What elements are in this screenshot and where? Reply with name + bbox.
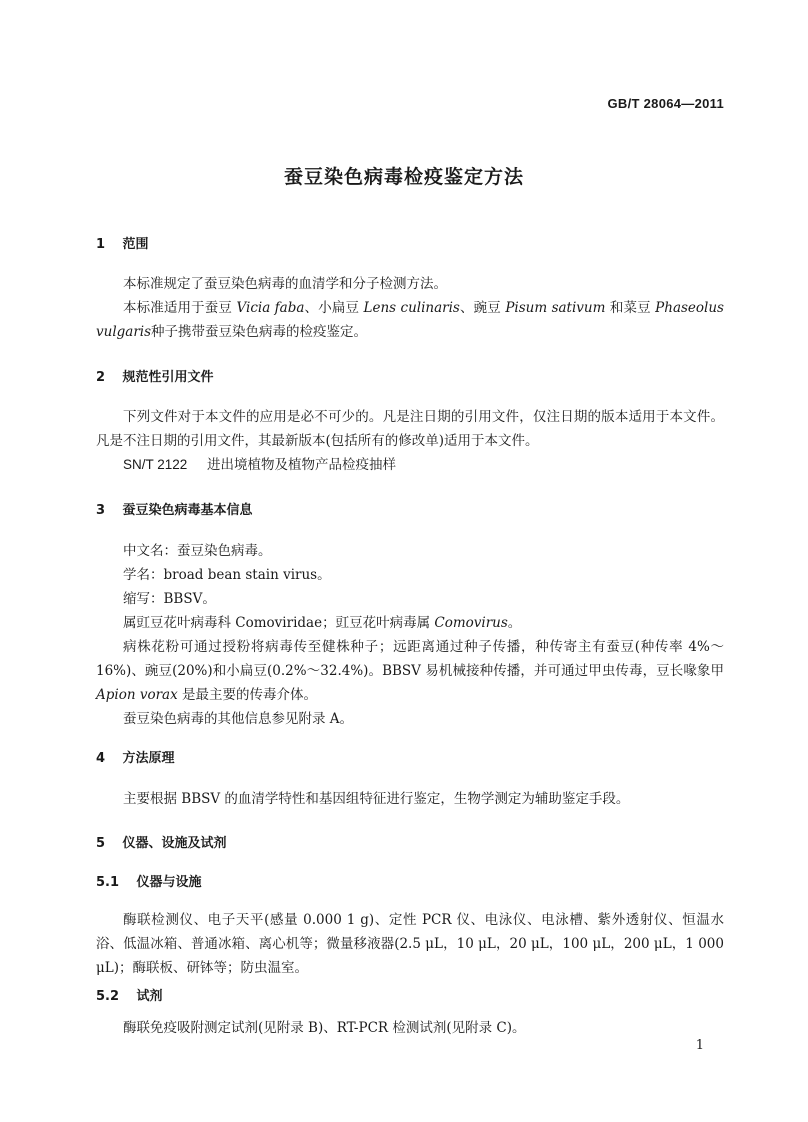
section-number: 3 xyxy=(96,503,106,518)
section-number: 2 xyxy=(96,370,106,385)
abbreviation-line: 缩写：BBSV。 xyxy=(123,591,216,607)
section-5-heading xyxy=(96,832,227,851)
section-number: 4 xyxy=(96,751,106,766)
scope-paragraph-1: 本标准规定了蚕豆染色病毒的血清学和分子检测方法。 xyxy=(123,276,447,292)
latin-name: Comovirus xyxy=(434,615,508,631)
section-title: 试剂 xyxy=(136,989,163,1004)
reagents-paragraph: 酶联免疫吸附测定试剂(见附录 B)、RT-PCR 检测试剂(见附录 C)。 xyxy=(123,1020,526,1036)
reference-title: 进出境植物及植物产品检疫抽样 xyxy=(207,457,396,473)
taxonomy-line: 属豇豆花叶病毒科 Comoviridae；豇豆花叶病毒属 Comovirus。 xyxy=(123,615,522,631)
section-number: 5.2 xyxy=(96,989,120,1004)
latin-name: Apion vorax xyxy=(96,687,178,703)
scope-paragraph-2: 本标准适用于蚕豆 Vicia faba、小扁豆 Lens culinaris、豌豆 Pisum sativum 和菜豆 Phaseolus vulgaris种子携带蚕豆染色病毒的检疫鉴定。 xyxy=(96,300,724,340)
page-number: 1 xyxy=(695,1038,704,1053)
standard-code: GB/T 28064—2011 xyxy=(607,96,724,111)
chinese-name-line: 中文名：蚕豆染色病毒。 xyxy=(123,543,272,559)
latin-name: Pisum sativum xyxy=(505,300,606,316)
section-title: 范围 xyxy=(122,237,149,252)
section-number: 5 xyxy=(96,836,106,851)
latin-name: Lens culinaris xyxy=(363,300,460,316)
section-1-heading xyxy=(96,233,149,252)
section-title: 仪器、设施及试剂 xyxy=(122,836,227,851)
transmission-paragraph: 病株花粉可通过授粉将病毒传至健株种子；远距离通过种子传播，种传寄主有蚕豆(种传率 4%～16%)、豌豆(20%)和小扁豆(0.2%～32.4%)。BBSV 易机械接种传播，并可通过甲虫传毒，豆长喙象甲 Apion vorax 是最主要的传毒介体。 xyxy=(96,639,724,703)
scientific-name-line: 学名：broad bean stain virus。 xyxy=(123,567,331,583)
other-info-line: 蚕豆染色病毒的其他信息参见附录 A。 xyxy=(123,711,354,727)
reference-code: SN/T 2122 xyxy=(123,457,188,472)
section-number: 1 xyxy=(96,237,106,252)
latin-name: Vicia faba xyxy=(236,300,305,316)
section-title: 仪器与设施 xyxy=(136,875,202,890)
section-3-heading xyxy=(96,499,253,518)
section-5-1-heading xyxy=(96,871,202,890)
document-title: 蚕豆染色病毒检疫鉴定方法 xyxy=(283,166,524,188)
section-4-heading xyxy=(96,747,175,766)
section-title: 蚕豆染色病毒基本信息 xyxy=(122,503,253,518)
section-2-heading xyxy=(96,366,214,385)
instruments-paragraph: 酶联检测仪、电子天平(感量 0.000 1 g)、定性 PCR 仪、电泳仪、电泳槽、紫外透射仪、恒温水浴、低温冰箱、普通冰箱、离心机等；微量移液器(2.5 μL，10 μL，20 μL，100 μL，200 μL，1 000 μL)；酶联板、研钵等；防虫温室。 xyxy=(96,912,724,976)
latin-name: Phaseolus vulgaris xyxy=(96,300,724,340)
reference-entry xyxy=(123,453,396,473)
principle-paragraph: 主要根据 BBSV 的血清学特性和基因组特征进行鉴定，生物学测定为辅助鉴定手段。 xyxy=(123,791,630,807)
section-5-2-heading xyxy=(96,985,163,1004)
normative-references-paragraph: 下列文件对于本文件的应用是必不可少的。凡是注日期的引用文件，仅注日期的版本适用于本文件。凡是不注日期的引用文件，其最新版本(包括所有的修改单)适用于本文件。 xyxy=(96,409,724,449)
section-title: 规范性引用文件 xyxy=(122,370,214,385)
section-number: 5.1 xyxy=(96,875,120,890)
section-title: 方法原理 xyxy=(122,751,175,766)
